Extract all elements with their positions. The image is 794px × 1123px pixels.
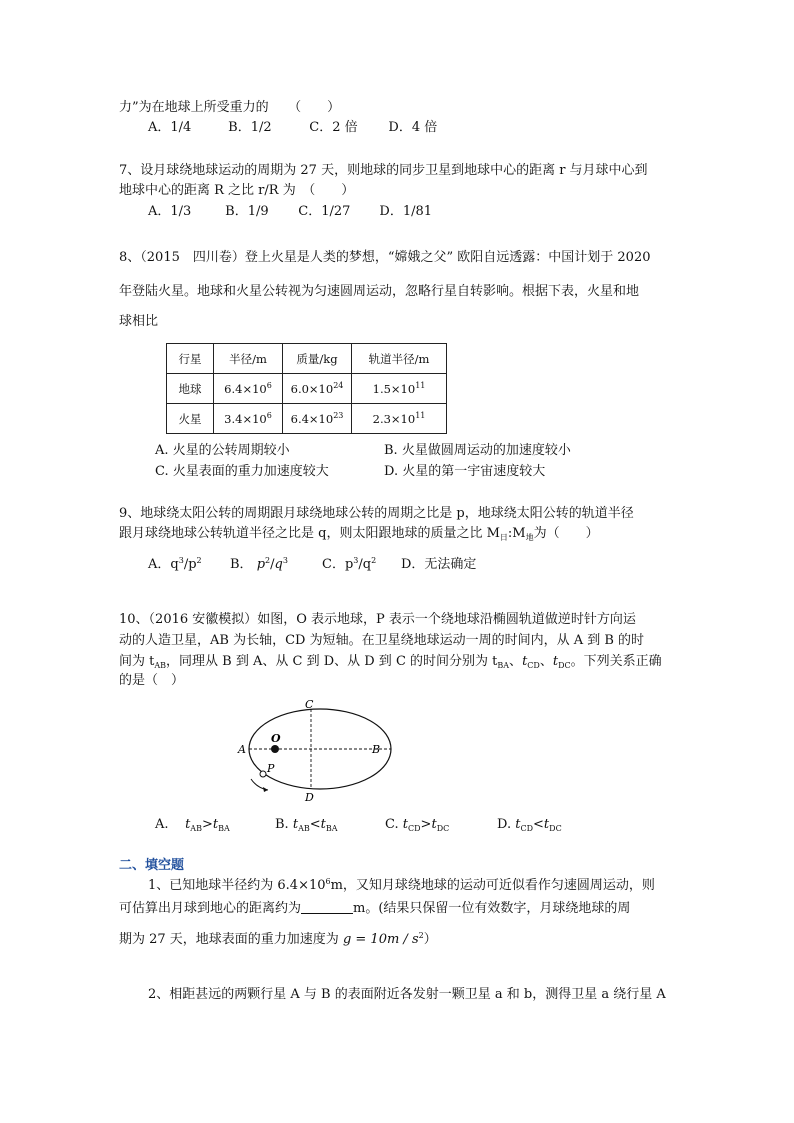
q10-option-d: D. $t_{CD}<t_{DC}$: [497, 817, 562, 833]
answer-blank[interactable]: [301, 901, 353, 914]
table-cell-planet: 地球: [167, 374, 214, 404]
label-p: P: [267, 762, 275, 775]
table-cell-orbit: $2.3\times 10^{11}$: [352, 404, 447, 434]
q7-option-b: B．1/9: [225, 204, 269, 219]
q7-stem-line1: 7、设月球绕地球运动的周期为 27 天，则地球的同步卫星到地球中心的距离 r 与月球中心到: [119, 163, 648, 178]
fill-q1-line3: 期为 27 天，地球表面的重力加速度为 $g = 10m / s^2$）: [119, 931, 437, 947]
q6-option-b: B．1/2: [228, 120, 272, 135]
table-cell-mass: $6.4\times 10^{23}$: [283, 404, 352, 434]
q9-options: [148, 557, 476, 573]
q9-stem-line1: 9、地球绕太阳公转的周期跟月球绕地球公转的周期之比是 p，地球绕太阳公转的轨道半径: [119, 506, 634, 521]
q6-option-a: A．1/4: [148, 120, 192, 135]
q8-option-d: D. 火星的第一宇宙速度较大: [384, 464, 546, 479]
q8-option-b: B. 火星做圆周运动的加速度较小: [384, 443, 571, 458]
q9-option-d: D．无法确定: [401, 557, 477, 572]
table-row: [167, 404, 447, 434]
q9-option-a: A．$q^3/p^2$: [148, 556, 202, 572]
section-heading: 二、填空题: [119, 858, 185, 873]
q10-stem-line3: 间为 $t_{AB}$，同理从 B 到 A、从 C 到 D、从 D 到 C 的时间分别为 $t_{BA}$、$t_{CD}$、$t_{DC}$。下列关系正确: [119, 654, 662, 670]
q7-options: [148, 204, 432, 220]
table-header-cell: 行星: [167, 344, 214, 374]
q8-stem-line3: 球相比: [119, 314, 159, 329]
table-row: [167, 374, 447, 404]
q6-option-d: D．4 倍: [388, 120, 438, 135]
q10-option-a: A. $t_{AB}>t_{BA}$: [155, 817, 230, 833]
table-header-row: [167, 344, 447, 374]
label-o: O: [271, 732, 281, 745]
table-header-cell: 轨道半径/m: [352, 344, 447, 374]
label-a: A: [238, 743, 246, 756]
earth-dot: [271, 745, 279, 753]
q7-option-c: C．1/27: [298, 204, 351, 219]
q9-option-c: C．$p^3/q^2$: [322, 556, 377, 572]
table-cell-radius: $3.4\times 10^6$: [214, 404, 283, 434]
orbit-diagram: [229, 696, 409, 806]
q7-option-a: A．1/3: [148, 204, 192, 219]
direction-arrow: [251, 779, 268, 790]
table-cell-mass: $6.0\times 10^{24}$: [283, 374, 352, 404]
label-c: C: [305, 698, 314, 711]
fill-q2-line1: 2、相距甚远的两颗行星 A 与 B 的表面附近各发射一颗卫星 a 和 b，测得卫星 a 绕行星 A: [148, 987, 666, 1002]
q6-option-c: C．2 倍: [309, 120, 358, 135]
q10-options: [155, 817, 562, 833]
label-b: B: [372, 743, 381, 756]
table-header-cell: 半径/m: [214, 344, 283, 374]
q8-option-a: A. 火星的公转周期较小: [155, 443, 290, 458]
q6-stem: 力”为在地球上所受重力的 （ ）: [119, 100, 341, 115]
q10-option-c: C. $t_{CD}>t_{DC}$: [385, 817, 450, 833]
fill-q1-line1: 1、已知地球半径约为 $6.4\times 10^6m$，又知月球绕地球的运动可近似看作匀速圆周运动，则: [148, 877, 655, 893]
table-cell-orbit: $1.5\times 10^{11}$: [352, 374, 447, 404]
q10-stem-line4: 的是（ ）: [119, 673, 185, 688]
q7-option-d: D．1/81: [379, 204, 433, 219]
q8-stem-line1: 8、（2015 四川卷）登上火星是人类的梦想，“嫦娥之父” 欧阳自远透露：中国计划于 2020: [119, 250, 651, 265]
q10-stem-line2: 动的人造卫星，AB 为长轴，CD 为短轴。在卫星绕地球运动一周的时间内，从 A 到 B 的时: [119, 633, 645, 648]
satellite-dot: [260, 771, 266, 777]
q10-option-b: B. $t_{AB}<t_{BA}$: [275, 817, 338, 833]
table-header-cell: 质量/kg: [283, 344, 352, 374]
table-cell-radius: $6.4\times 10^6$: [214, 374, 283, 404]
q6-options: [148, 120, 437, 136]
table-cell-planet: 火星: [167, 404, 214, 434]
q10-stem-line1: 10、（2016 安徽模拟）如图，O 表示地球，P 表示一个绕地球沿椭圆轨道做逆时针方向运: [119, 612, 636, 627]
label-d: D: [305, 791, 314, 804]
planet-data-table: [166, 343, 447, 434]
q8-stem-line2: 年登陆火星。地球和火星公转视为匀速圆周运动，忽略行星自转影响。根据下表，火星和地: [119, 284, 640, 299]
q9-stem-line2: 跟月球绕地球公转轨道半径之比是 q，则太阳跟地球的质量之比 $M_日:M_地$为（ ）: [119, 526, 599, 542]
q9-option-b: B． $p^2/q^3$: [230, 556, 288, 572]
fill-q1-line2: 可估算出月球到地心的距离约为 m。(结果只保留一位有效数字，月球绕地球的周: [119, 901, 631, 916]
q7-stem-line2: 地球中心的距离 R 之比 r/R 为 （ ）: [119, 183, 355, 198]
q8-option-c: C. 火星表面的重力加速度较大: [155, 464, 329, 479]
